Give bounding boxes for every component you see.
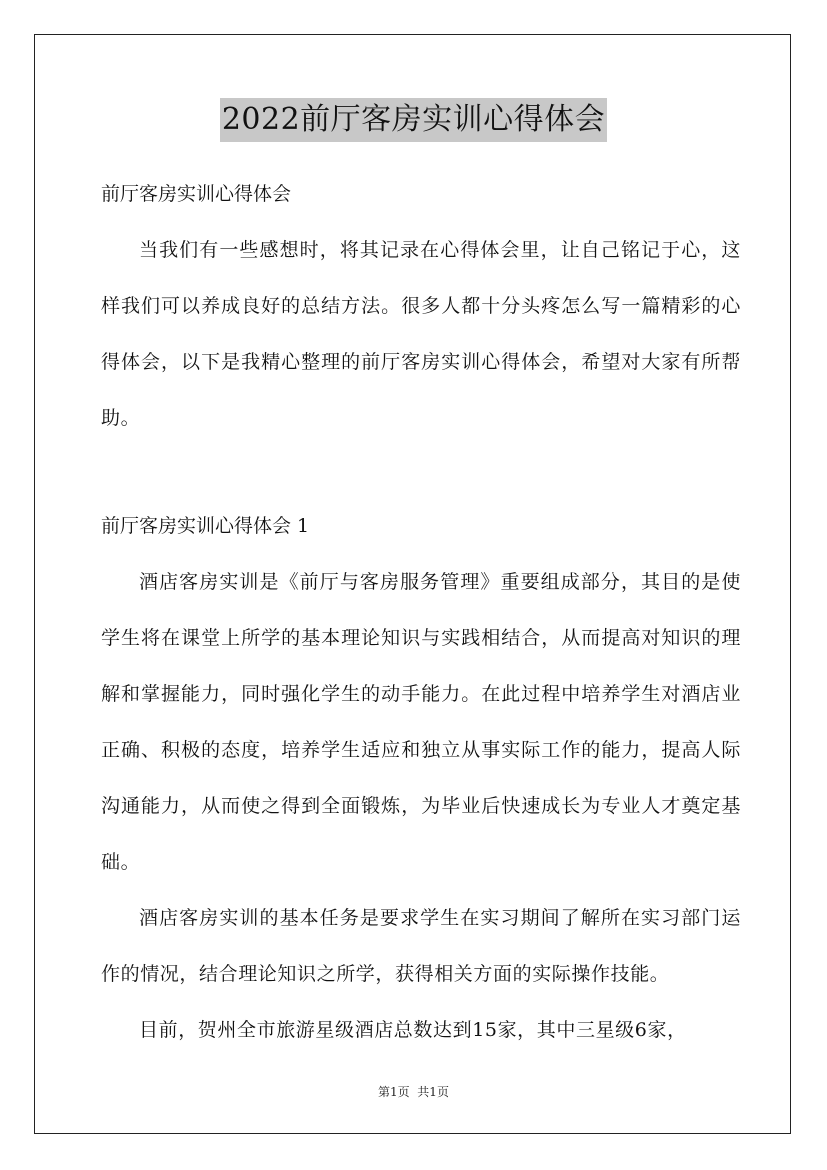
document-title: 2022前厅客房实训心得体会 xyxy=(220,98,607,142)
body-paragraph: 酒店客房实训是《前厅与客房服务管理》重要组成部分，其目的是使学生将在课堂上所学的基本理论知识与实践相结合，从而提高对知识的理解和掌握能力，同时强化学生的动手能力。在此过程中培养学生对酒店业正确、积极的态度，培养学生适应和独立从事实际工作的能力，提高人际沟通能力，从而使之得到全面锻炼，为毕业后快速成长为专业人才奠定基础。 xyxy=(101,571,741,873)
section-heading: 前厅客房实训心得体会 1 xyxy=(101,515,310,537)
title-container xyxy=(0,98,827,142)
page-footer xyxy=(0,1083,827,1100)
body-paragraph: 目前，贺州全市旅游星级酒店总数达到15家，其中三星级6家， xyxy=(139,1019,687,1041)
section-spacer xyxy=(101,446,741,498)
document-body xyxy=(101,166,741,1058)
document-subtitle: 前厅客房实训心得体会 xyxy=(101,183,292,205)
page-number-label: 第1页 共1页 xyxy=(378,1085,449,1099)
intro-paragraph: 当我们有一些感想时，将其记录在心得体会里，让自己铭记于心，这样我们可以养成良好的总结方法。很多人都十分头疼怎么写一篇精彩的心得体会，以下是我精心整理的前厅客房实训心得体会，希望对大家有所帮助。 xyxy=(101,239,741,429)
body-paragraph: 酒店客房实训的基本任务是要求学生在实习期间了解所在实习部门运作的情况，结合理论知识之所学，获得相关方面的实际操作技能。 xyxy=(101,907,741,985)
